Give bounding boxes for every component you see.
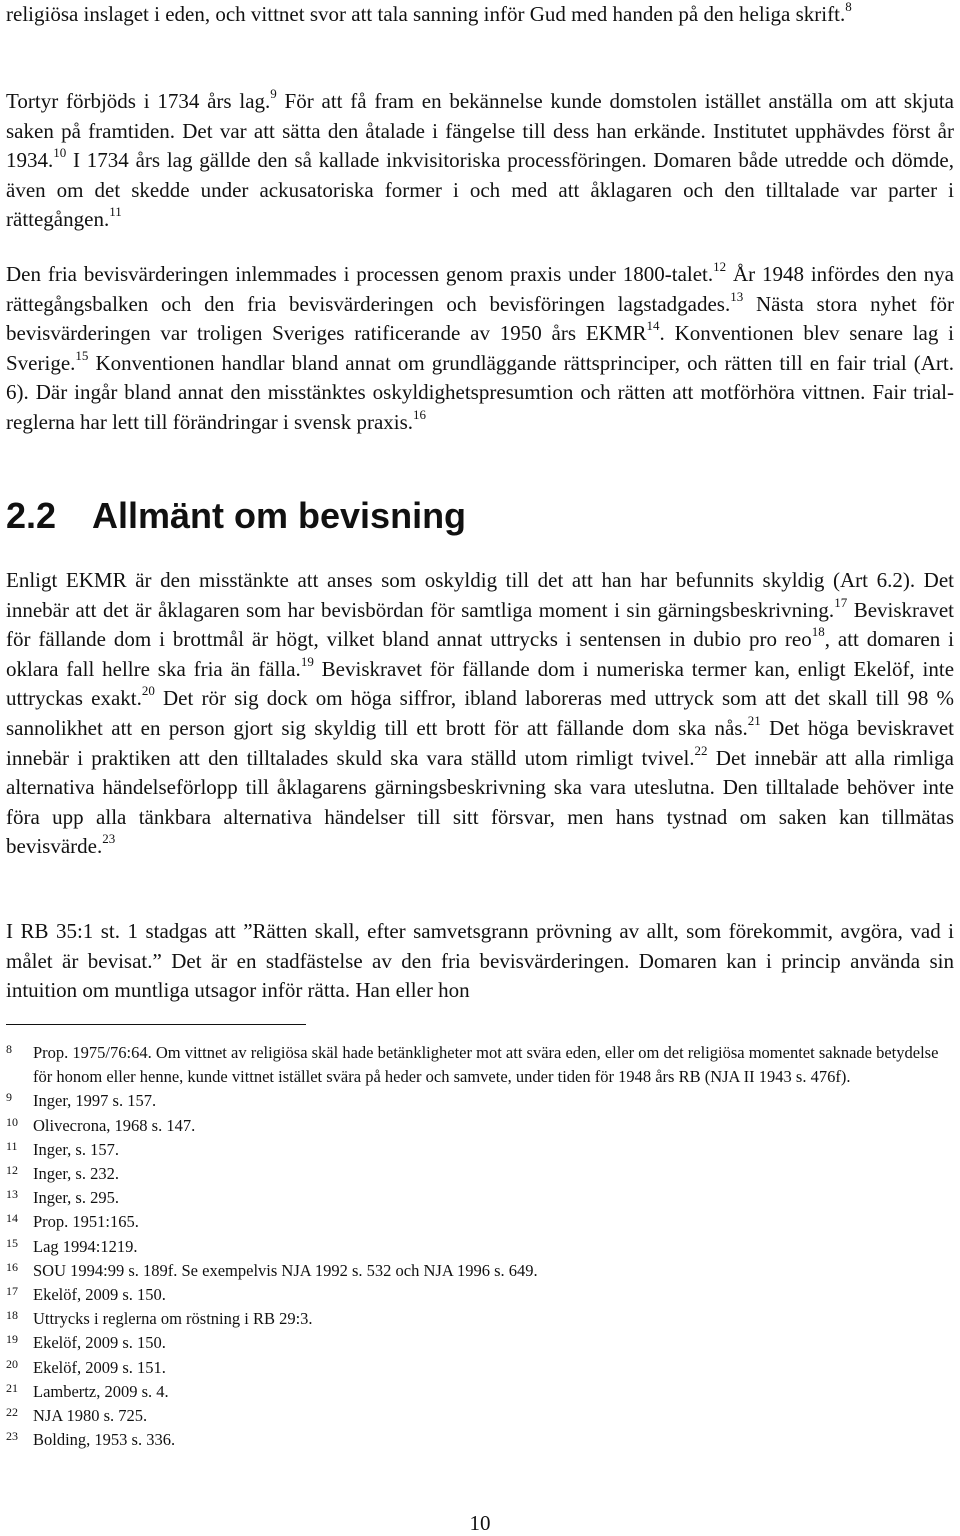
footnote-item xyxy=(6,1404,954,1428)
footnote-item xyxy=(6,1114,954,1138)
footnote-item xyxy=(6,1089,954,1113)
footnote-divider xyxy=(6,1024,306,1025)
paragraph-5: I RB 35:1 st. 1 stadgas att ”Rätten skall, efter samvetsgrann prövning av allt, som förekommit, avgöra, vad i målet är bevisat.” Det är en stadfästelse av den fria bevisvärderingen. Domaren kan i princip använda sin intuition om muntliga utsagor inför rätta. Han eller hon xyxy=(6,919,954,1003)
footnote-ref[interactable]: 21 xyxy=(747,712,761,728)
footnote-number: 12 xyxy=(6,1163,18,1178)
footnote-ref[interactable]: 18 xyxy=(811,624,825,640)
footnote-item xyxy=(6,1162,954,1186)
footnote-text: Inger, 1997 s. 157. xyxy=(33,1091,157,1111)
footnote-item xyxy=(6,1235,954,1259)
footnote-number: 19 xyxy=(6,1332,18,1347)
footnote-number: 18 xyxy=(6,1308,18,1323)
paragraph-1: religiösa inslaget i eden, och vittnet svor att tala sanning inför Gud med handen på den heliga skrift.$^8$ xyxy=(6,0,852,26)
footnote-item xyxy=(6,1259,954,1283)
footnote-text: NJA 1980 s. 725. xyxy=(33,1406,148,1426)
footnote-item xyxy=(6,1283,954,1307)
page-number: 10 xyxy=(469,1511,491,1535)
footnote-text: Ekelöf, 2009 s. 151. xyxy=(33,1357,166,1377)
footnote-number: 17 xyxy=(6,1284,18,1299)
footnote-ref[interactable]: 8 xyxy=(845,0,852,14)
footnote-item xyxy=(6,1380,954,1404)
footnote-text: Uttrycks i reglerna om röstning i RB 29:3. xyxy=(33,1309,313,1329)
section-number: 2.2 xyxy=(6,495,57,536)
footnote-item xyxy=(6,1138,954,1162)
footnote-ref[interactable]: 19 xyxy=(300,653,314,669)
footnote-number: 16 xyxy=(6,1259,18,1274)
footnote-item xyxy=(6,1210,954,1234)
footnote-list xyxy=(6,1041,954,1452)
footnote-ref[interactable]: 16 xyxy=(413,406,427,422)
footnote-number: 11 xyxy=(6,1138,18,1153)
footnote-number: 14 xyxy=(6,1211,18,1226)
footnote-item xyxy=(6,1186,954,1210)
footnote-ref[interactable]: 22 xyxy=(694,742,708,758)
footnote-ref[interactable]: 13 xyxy=(730,288,744,304)
footnote-ref[interactable]: 12 xyxy=(713,259,727,274)
footnote-text: Inger, s. 157. xyxy=(33,1139,119,1159)
footnote-ref[interactable]: 15 xyxy=(75,347,89,363)
footnote-number: 8 xyxy=(6,1042,12,1056)
footnote-ref[interactable]: 11 xyxy=(109,204,122,220)
footnote-ref[interactable]: 17 xyxy=(834,594,848,610)
section-heading xyxy=(6,492,466,540)
footnote-number: 22 xyxy=(6,1405,18,1420)
paragraph-4: Enligt EKMR är den misstänkte att anses som oskyldig till det att han har befunnits skyldig (Art 6.2). Det innebär att det är åklagaren som har bevisbördan för samtliga moment i sin gärningsbeskrivning.$^{17}$ Beviskravet för fällande dom i brottmål är högt, vilket bland annat uttrycks i sentensen in dubio pro reo$^{18}$, att domaren i oklara fall hellre ska fria än fälla.$^{19}$ Beviskravet för fällande dom i numeriska termer kan, enligt Ekelöf, inte uttryckas exakt.$^{20}$ Det rör sig dock om höga siffror, ibland laboreras med uttryck som att det skall till 98 % sannolikhet att en person gjort sig skyldig till ett brott för att fällande dom ska nås.$^{21}$ Det höga beviskravet innebär i praktiken att den tilltalades skuld ska vara ställd utom rimligt tvivel.$^{22}$ Det innebär att alla rimliga alternativa händelseförlopp till åklagarens gärningsbeskrivning ska vara uteslutna. Den tilltalade behöver inte föra upp alla tänkbara alternativa händelser till sitt försvar, men hans tystnad om saken kan tillmätas bevisvärde.$^{23}$ xyxy=(6,568,955,859)
footnote-text: Lambertz, 2009 s. 4. xyxy=(33,1381,169,1401)
footnote-number: 21 xyxy=(6,1380,18,1395)
footnote-ref[interactable]: 9 xyxy=(270,86,277,101)
footnote-text: Bolding, 1953 s. 336. xyxy=(33,1430,176,1450)
footnote-ref[interactable]: 10 xyxy=(53,145,67,161)
footnote-ref[interactable]: 14 xyxy=(646,318,660,334)
footnote-ref[interactable]: 23 xyxy=(102,831,116,847)
footnote-text: Olivecrona, 1968 s. 147. xyxy=(33,1115,196,1135)
footnote-ref[interactable]: 20 xyxy=(141,683,155,699)
footnote-number: 20 xyxy=(6,1356,18,1371)
section-title: Allmänt om bevisning xyxy=(92,495,467,536)
footnote-text: Lag 1994:1219. xyxy=(33,1236,138,1256)
footnote-number: 13 xyxy=(6,1187,18,1202)
paragraph-3: Den fria bevisvärderingen inlemmades i processen genom praxis under 1800-talet.$^{12}$ År 1948 infördes den nya rättegångsbalken och den fria bevisvärderingen och bevisföringen lagstadgades.$^{13}$ Nästa stora nyhet för bevisvärderingen var troligen Sveriges ratificerande av 1950 års EKMR$^{14}$. Konventionen blev senare lag i Sverige.$^{15}$ Konventionen handlar bland annat om grundläggande rättsprinciper, och rätten till en fair trial (Art. 6). Där ingår bland annat den misstänktes oskyldighetspresumtion och rätten att motförhöra vittnen. Fair trial-reglerna har lett till förändringar i svensk praxis.$^{16}$ xyxy=(6,259,954,434)
footnote-text: SOU 1994:99 s. 189f. Se exempelvis NJA 1992 s. 532 och NJA 1996 s. 649. xyxy=(33,1260,538,1280)
footnote-text: Inger, s. 295. xyxy=(33,1188,119,1208)
footnote-item xyxy=(6,1307,954,1331)
footnote-item xyxy=(6,1331,954,1355)
footnote-text: Inger, s. 232. xyxy=(33,1164,119,1184)
footnote-text: Prop. 1951:165. xyxy=(33,1212,139,1232)
footnote-item xyxy=(6,1356,954,1380)
footnote-item xyxy=(6,1041,954,1089)
footnote-text: Ekelöf, 2009 s. 150. xyxy=(33,1285,166,1305)
footnote-item xyxy=(6,1428,954,1452)
footnote-text: Ekelöf, 2009 s. 150. xyxy=(33,1333,166,1353)
footnote-number: 10 xyxy=(6,1114,18,1129)
footnote-number: 9 xyxy=(6,1090,12,1105)
footnote-text: Prop. 1975/76:64. Om vittnet av religiösa skäl hade betänkligheter mot att svära eden, eller om det religiösa momentet saknade betydelse för honom eller henne, kunde vittnet istället svära på heder och samvete, under tiden för 1948 års RB (NJA II 1943 s. 476f). xyxy=(33,1043,939,1087)
paragraph-2: Tortyr förbjöds i 1734 års lag.$^9$ För att få fram en bekännelse kunde domstolen istället anställa om att skjuta saken på framtiden. Det var att sätta den åtalade i fängelse till dess han erkände. Institutet upphävdes först år 1934.10 I 1734 års lag gällde den så kallade inkvisitoriska processföringen. Domaren både utredde och dömde, även om det skedde under ackusatoriska former i och med att åklagaren och den tilltalade var parter i rättegången.$^{11}$ xyxy=(6,86,954,232)
footnote-number: 23 xyxy=(6,1429,18,1444)
footnote-number: 15 xyxy=(6,1235,18,1250)
